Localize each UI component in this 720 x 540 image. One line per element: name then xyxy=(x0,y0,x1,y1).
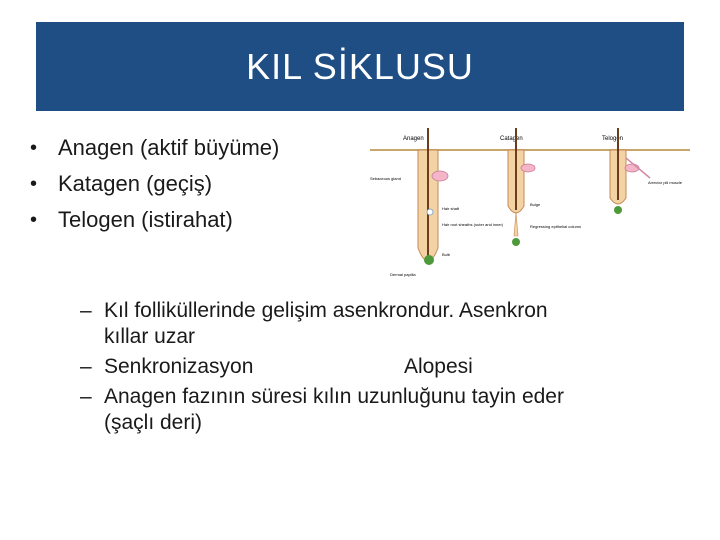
sub-bullet-text: kıllar uzar xyxy=(104,325,196,348)
sub-bullet-text: Alopesi xyxy=(403,355,473,378)
label-hair-shaft: Hair shaft xyxy=(442,206,460,211)
anagen-follicle xyxy=(418,128,448,265)
label-arrector: Arrector pili muscle xyxy=(648,180,683,185)
label-bulge: Bulge xyxy=(530,202,541,207)
sub-bullet-text: Anagen fazının süresi kılın uzunluğunu tayin eder xyxy=(104,385,564,408)
label-sebaceous: Sebaceous gland xyxy=(370,176,401,181)
sub-bullet-text: Kıl folliküllerinde gelişim asenkrondur. Asenkron xyxy=(104,299,548,322)
label-bulb: Bulb xyxy=(442,252,451,257)
label-dermal-papilla: Dermal papilla xyxy=(390,272,416,277)
phase-bullet-list xyxy=(30,130,279,238)
sub-bullet-text: Senkronizasyon xyxy=(104,355,254,378)
hair-cycle-diagram xyxy=(370,128,690,278)
bullet-text: Anagen (aktif büyüme) xyxy=(58,135,280,160)
bullet-text: Telogen (istirahat) xyxy=(58,207,233,232)
label-regressing: Regressing epithelial column xyxy=(530,224,582,229)
phase-label-telogen: Telogen xyxy=(602,136,624,142)
phase-label-catagen: Catagen xyxy=(500,136,523,142)
bullet-dot-icon: • xyxy=(30,209,38,231)
sub-bullet-item xyxy=(80,384,680,436)
title-bar xyxy=(36,22,684,111)
bullet-item xyxy=(30,166,279,202)
dash-icon: – xyxy=(80,355,92,378)
bullet-text: Katagen (geçiş) xyxy=(58,171,213,196)
phase-label-anagen: Anagen xyxy=(403,136,424,142)
sub-bullet-item xyxy=(80,354,680,380)
sub-bullet-item xyxy=(80,298,680,350)
bullet-item xyxy=(30,130,279,166)
bullet-dot-icon: • xyxy=(30,173,38,195)
sub-bullet-text: (şaçlı deri) xyxy=(104,411,203,434)
bullet-item xyxy=(30,202,279,238)
dash-icon: – xyxy=(80,385,92,408)
bullet-dot-icon: • xyxy=(30,137,38,159)
label-root-sheath: Hair root sheaths (outer and inner) xyxy=(442,222,504,227)
slide-title: KIL SİKLUSU xyxy=(246,45,474,87)
dash-icon: – xyxy=(80,299,92,322)
sub-bullet-list xyxy=(80,298,680,440)
